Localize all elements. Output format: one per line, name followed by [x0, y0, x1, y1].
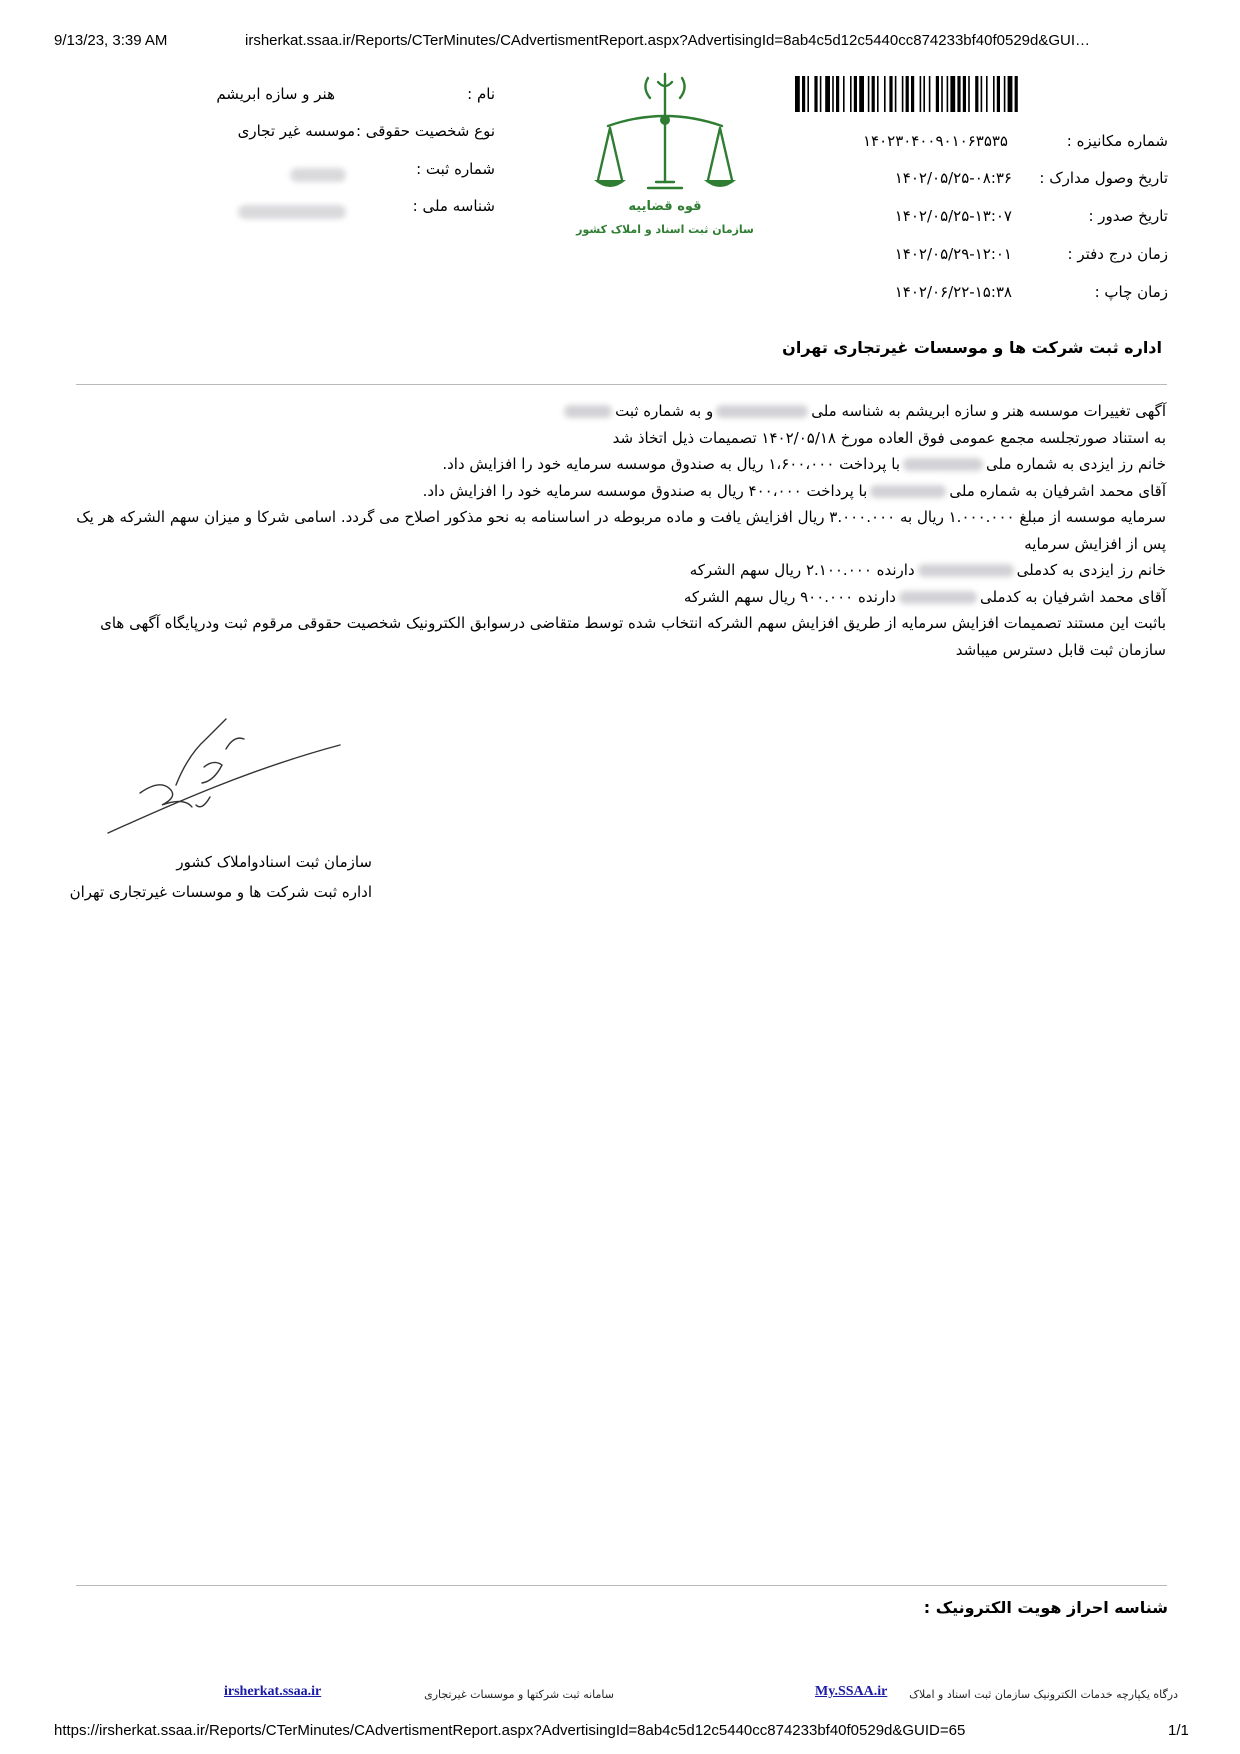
notice-line: آقای محمد اشرفیان به کدملیدارنده ۹۰۰.۰۰۰ ریال سهم الشرکه: [683, 587, 1166, 606]
print-url: irsherkat.ssaa.ir/Reports/CTerMinutes/CAdvertismentReport.aspx?AdvertisingId=8ab4c5d12c5440cc874233bf40f0529d&GUI…: [245, 32, 1091, 49]
received-date-value: ۱۴۰۲/۰۵/۲۵-۰۸:۳۶: [894, 169, 1012, 187]
footer-divider: [76, 1585, 1167, 1586]
notice-line: آگهی تغییرات موسسه هنر و سازه ابریشم به شناسه ملیو به شماره ثبت: [74, 398, 1166, 425]
name-value: هنر و سازه ابریشم: [216, 85, 335, 103]
logged-time-label: زمان درج دفتر :: [1067, 245, 1168, 263]
system-link[interactable]: irsherkat.ssaa.ir: [224, 1684, 322, 1699]
notice-body: [74, 398, 1166, 663]
issued-date-label: تاریخ صدور :: [1088, 207, 1168, 225]
national-id-value-redacted: [238, 201, 346, 220]
registration-label: شماره ثبت :: [416, 160, 495, 178]
notice-line: سرمایه موسسه از مبلغ ۱.۰۰۰.۰۰۰ ریال به ۳.۰۰۰.۰۰۰ ریال افزایش یافت و ماده مربوطه در اساسنامه به نحو مذکور اصلاح می گردد. اسامی شرکا و میزان سهم الشرکه هر یک پس از افزایش سرمایه: [76, 508, 1166, 553]
emblem-top-text: قوه قضاییه: [628, 199, 702, 214]
office-title: اداره ثبت شرکت ها و موسسات غیرتجاری تهران: [782, 338, 1162, 357]
mechanized-number-label: شماره مکانیزه :: [1066, 132, 1168, 150]
print-time-label: زمان چاپ :: [1094, 283, 1168, 301]
print-datetime: 9/13/23, 3:39 AM: [54, 32, 168, 49]
system-text: سامانه ثبت شرکتها و موسسات غیرتجاری: [424, 1688, 614, 1701]
signature-org: سازمان ثبت اسنادواملاک کشور: [176, 853, 372, 871]
judiciary-emblem-icon: [576, 70, 754, 250]
emblem-bottom-text: سازمان ثبت اسناد و املاک کشور: [576, 223, 754, 236]
print-time-value: ۱۴۰۲/۰۶/۲۲-۱۵:۳۸: [894, 283, 1012, 301]
name-label: نام :: [467, 85, 495, 103]
issued-date-value: ۱۴۰۲/۰۵/۲۵-۱۳:۰۷: [894, 207, 1012, 225]
notice-line: آقای محمد اشرفیان به شماره ملیبا پرداخت ۴۰۰،۰۰۰ ریال به صندوق موسسه سرمایه خود را افزایش داد.: [422, 481, 1166, 500]
type-value: موسسه غیر تجاری: [237, 122, 355, 140]
electronic-id-label: شناسه احراز هویت الکترونیک :: [923, 1598, 1168, 1617]
signature-image: [100, 705, 350, 845]
notice-line: خانم رز ایزدی به شماره ملیبا پرداخت ۱،۶۰۰،۰۰۰ ریال به صندوق موسسه سرمایه خود را افزایش داد.: [442, 455, 1166, 473]
barcode: [795, 76, 1167, 112]
mechanized-number-value: ۱۴۰۲۳۰۴۰۰۹۰۱۰۶۳۵۳۵: [862, 132, 1008, 150]
signature-office: اداره ثبت شرکت ها و موسسات غیرتجاری تهران: [69, 883, 372, 901]
notice-line: باثبت این مستند تصمیمات افزایش سرمایه از طریق افزایش سهم الشرکه انتخاب شده توسط متقاضی درسوابق الکترونیک شخصیت حقوقی مرقوم ثبت ودرپایگاه آگهی های سازمان ثبت قابل دسترس میباشد: [100, 614, 1166, 659]
print-page-number: 1/1: [1168, 1722, 1189, 1739]
print-footer-url: https://irsherkat.ssaa.ir/Reports/CTerMinutes/CAdvertismentReport.aspx?AdvertisingId=8ab4c5d12c5440cc874233bf40f0529d&GUID=65: [54, 1722, 966, 1739]
type-label: نوع شخصیت حقوقی :: [355, 122, 495, 140]
notice-line: خانم رز ایزدی به کدملیدارنده ۲.۱۰۰.۰۰۰ ریال سهم الشرکه: [689, 561, 1166, 579]
portal-link[interactable]: My.SSAA.ir: [815, 1684, 888, 1699]
portal-text: درگاه یکپارچه خدمات الکترونیک سازمان ثبت اسناد و املاک: [909, 1688, 1178, 1701]
registration-value-redacted: [290, 164, 346, 183]
logged-time-value: ۱۴۰۲/۰۵/۲۹-۱۲:۰۱: [894, 245, 1012, 263]
national-id-label: شناسه ملی :: [412, 197, 495, 215]
notice-line: به استناد صورتجلسه مجمع عمومی فوق العاده مورخ ۱۴۰۲/۰۵/۱۸ تصمیمات ذیل اتخاذ شد: [612, 428, 1166, 447]
header-divider: [76, 384, 1167, 385]
received-date-label: تاریخ وصول مدارک :: [1039, 169, 1168, 187]
